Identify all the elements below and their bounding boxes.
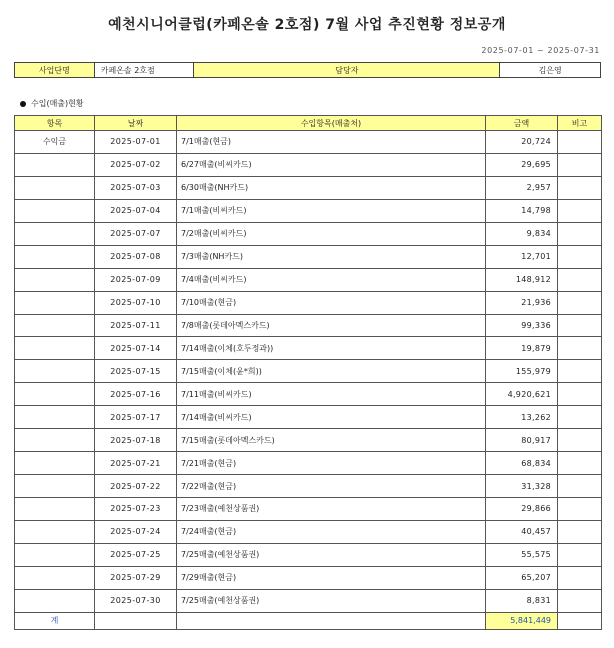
table-row (15, 291, 602, 314)
cell-item: 7/14매출(이체(호두정과)) (177, 337, 486, 360)
cell-category (15, 429, 95, 452)
cell-note (558, 131, 602, 154)
cell-date: 2025-07-09 (95, 268, 177, 291)
cell-date: 2025-07-29 (95, 566, 177, 589)
cell-amount: 19,879 (486, 337, 558, 360)
cell-item: 7/25매출(예천상품권) (177, 589, 486, 612)
cell-date: 2025-07-17 (95, 406, 177, 429)
table-row (15, 268, 602, 291)
table-row (15, 176, 602, 199)
cell-amount: 68,834 (486, 452, 558, 475)
header-note: 비고 (558, 116, 602, 131)
cell-item: 6/27매출(비씨카드) (177, 153, 486, 176)
total-empty-cell (558, 612, 602, 629)
cell-amount: 12,701 (486, 245, 558, 268)
total-label: 계 (15, 612, 95, 629)
table-row (15, 131, 602, 154)
cell-date: 2025-07-25 (95, 543, 177, 566)
cell-note (558, 176, 602, 199)
cell-category (15, 475, 95, 498)
cell-item: 7/15매출(롯데아멕스카드) (177, 429, 486, 452)
business-name-label: 사업단명 (15, 63, 95, 77)
total-amount: 5,841,449 (486, 612, 558, 629)
business-info-row (14, 62, 601, 78)
total-empty-cell (177, 612, 486, 629)
total-empty-cell (95, 612, 177, 629)
cell-item: 7/8매출(롯데아멕스카드) (177, 314, 486, 337)
cell-item: 7/10매출(현금) (177, 291, 486, 314)
cell-note (558, 452, 602, 475)
cell-amount: 29,866 (486, 498, 558, 521)
cell-amount: 29,695 (486, 153, 558, 176)
cell-item: 7/1매출(비씨카드) (177, 199, 486, 222)
total-row (15, 612, 602, 629)
cell-category (15, 337, 95, 360)
cell-amount: 65,207 (486, 566, 558, 589)
revenue-table (14, 115, 602, 630)
cell-date: 2025-07-10 (95, 291, 177, 314)
cell-date: 2025-07-22 (95, 475, 177, 498)
cell-category (15, 153, 95, 176)
table-header-row (15, 116, 602, 131)
cell-category (15, 452, 95, 475)
table-row (15, 337, 602, 360)
cell-date: 2025-07-30 (95, 589, 177, 612)
cell-item: 7/29매출(현금) (177, 566, 486, 589)
cell-category (15, 360, 95, 383)
cell-category (15, 245, 95, 268)
header-amount: 금액 (486, 116, 558, 131)
cell-amount: 155,979 (486, 360, 558, 383)
cell-amount: 13,262 (486, 406, 558, 429)
cell-category: 수익금 (15, 131, 95, 154)
table-row (15, 429, 602, 452)
cell-note (558, 406, 602, 429)
cell-amount: 8,831 (486, 589, 558, 612)
table-row (15, 360, 602, 383)
cell-amount: 99,336 (486, 314, 558, 337)
section-heading (20, 98, 84, 109)
table-row (15, 498, 602, 521)
cell-category (15, 406, 95, 429)
cell-item: 7/24매출(현금) (177, 520, 486, 543)
cell-category (15, 314, 95, 337)
cell-item: 7/3매출(NH카드) (177, 245, 486, 268)
table-row (15, 452, 602, 475)
cell-item: 7/14매출(비씨카드) (177, 406, 486, 429)
cell-date: 2025-07-21 (95, 452, 177, 475)
cell-date: 2025-07-24 (95, 520, 177, 543)
bullet-icon (20, 101, 26, 107)
cell-item: 7/23매출(예천상품권) (177, 498, 486, 521)
cell-date: 2025-07-15 (95, 360, 177, 383)
cell-amount: 80,917 (486, 429, 558, 452)
cell-date: 2025-07-02 (95, 153, 177, 176)
table-row (15, 245, 602, 268)
cell-category (15, 199, 95, 222)
cell-item: 7/2매출(비씨카드) (177, 222, 486, 245)
cell-amount: 148,912 (486, 268, 558, 291)
cell-category (15, 498, 95, 521)
cell-date: 2025-07-01 (95, 131, 177, 154)
cell-amount: 21,936 (486, 291, 558, 314)
cell-amount: 14,798 (486, 199, 558, 222)
cell-note (558, 520, 602, 543)
cell-category (15, 566, 95, 589)
cell-category (15, 222, 95, 245)
cell-amount: 20,724 (486, 131, 558, 154)
table-row (15, 153, 602, 176)
section-title: 수입(매출)현황 (31, 99, 84, 108)
cell-category (15, 268, 95, 291)
cell-category (15, 543, 95, 566)
cell-note (558, 383, 602, 406)
cell-category (15, 589, 95, 612)
cell-amount: 31,328 (486, 475, 558, 498)
cell-note (558, 153, 602, 176)
business-name-value: 카페온솔 2호점 (95, 63, 195, 77)
cell-item: 7/21매출(현금) (177, 452, 486, 475)
cell-note (558, 314, 602, 337)
cell-amount: 4,920,621 (486, 383, 558, 406)
cell-date: 2025-07-03 (95, 176, 177, 199)
table-row (15, 314, 602, 337)
cell-item: 7/1매출(현금) (177, 131, 486, 154)
header-item: 수입항목(매출처) (177, 116, 486, 131)
cell-note (558, 475, 602, 498)
cell-category (15, 520, 95, 543)
header-category: 항목 (15, 116, 95, 131)
cell-date: 2025-07-23 (95, 498, 177, 521)
cell-amount: 40,457 (486, 520, 558, 543)
cell-note (558, 268, 602, 291)
cell-item: 7/22매출(현금) (177, 475, 486, 498)
cell-item: 6/30매출(NH카드) (177, 176, 486, 199)
cell-category (15, 383, 95, 406)
cell-date: 2025-07-08 (95, 245, 177, 268)
cell-note (558, 589, 602, 612)
page-title: 예천시니어클럽(카페온솔 2호점) 7월 사업 추진현황 정보공개 (108, 17, 506, 33)
cell-note (558, 429, 602, 452)
cell-note (558, 360, 602, 383)
cell-date: 2025-07-14 (95, 337, 177, 360)
cell-category (15, 291, 95, 314)
cell-note (558, 337, 602, 360)
cell-item: 7/4매출(비씨카드) (177, 268, 486, 291)
cell-amount: 9,834 (486, 222, 558, 245)
cell-amount: 55,575 (486, 543, 558, 566)
cell-item: 7/11매출(비씨카드) (177, 383, 486, 406)
cell-note (558, 498, 602, 521)
cell-note (558, 222, 602, 245)
manager-label: 담당자 (194, 63, 500, 77)
cell-note (558, 291, 602, 314)
cell-note (558, 566, 602, 589)
cell-date: 2025-07-16 (95, 383, 177, 406)
table-row (15, 543, 602, 566)
cell-item: 7/25매출(예천상품권) (177, 543, 486, 566)
cell-date: 2025-07-04 (95, 199, 177, 222)
header-date: 날짜 (95, 116, 177, 131)
table-row (15, 589, 602, 612)
table-row (15, 406, 602, 429)
table-row (15, 566, 602, 589)
table-row (15, 475, 602, 498)
table-row (15, 520, 602, 543)
cell-note (558, 245, 602, 268)
cell-category (15, 176, 95, 199)
cell-date: 2025-07-07 (95, 222, 177, 245)
cell-date: 2025-07-18 (95, 429, 177, 452)
cell-amount: 2,957 (486, 176, 558, 199)
table-row (15, 199, 602, 222)
cell-date: 2025-07-11 (95, 314, 177, 337)
manager-name-value: 김은영 (538, 65, 562, 75)
report-period: 2025-07-01 ~ 2025-07-31 (481, 46, 600, 55)
table-row (15, 222, 602, 245)
cell-note (558, 199, 602, 222)
cell-note (558, 543, 602, 566)
cell-item: 7/15매출(이체(윤*희)) (177, 360, 486, 383)
table-row (15, 383, 602, 406)
